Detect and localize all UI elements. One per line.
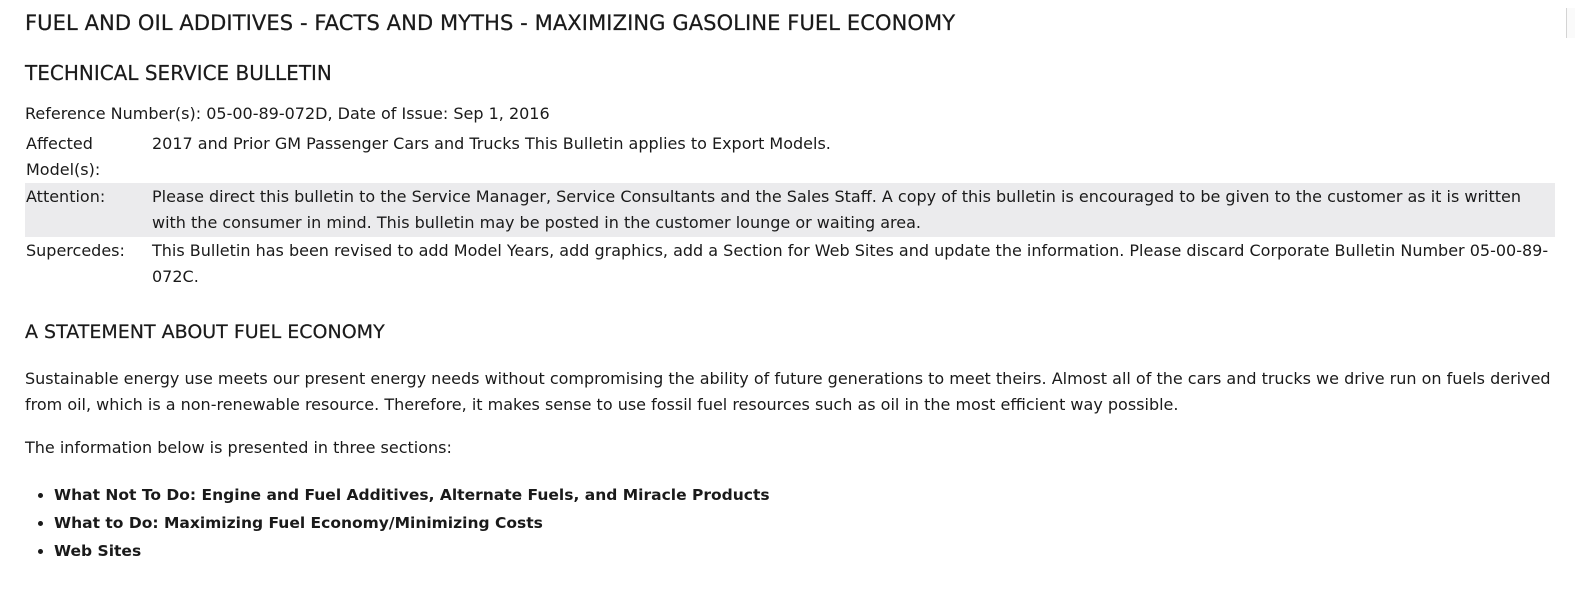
list-item: • What Not To Do: Engine and Fuel Additives, Alternate Fuels, and Miracle Products (54, 481, 770, 509)
meta-row-supercedes (25, 237, 1555, 290)
meta-row-affected-models (25, 130, 1555, 183)
bulletin-meta-table (25, 130, 1555, 290)
reference-line: Reference Number(s): 05-00-89-072D, Date of Issue: Sep 1, 2016 (25, 104, 550, 123)
statement-paragraph: Sustainable energy use meets our present energy needs without compromising the ability of future generations to meet theirs. Almost all of the cars and trucks we drive run on fuels derived from oil, which is a non-renewable resource. Therefore, it makes sense to use fossil fuel resources such as oil in the most efficient way possible. (25, 369, 1551, 414)
document-title: FUEL AND OIL ADDITIVES - FACTS AND MYTHS - MAXIMIZING GASOLINE FUEL ECONOMY (25, 11, 956, 35)
meta-row-attention (25, 183, 1555, 237)
sections-list (25, 481, 770, 565)
fuel-economy-statement-heading: A STATEMENT ABOUT FUEL ECONOMY (25, 321, 385, 343)
vertical-scrollbar[interactable] (1566, 0, 1576, 600)
meta-label: Affected Model(s): (26, 134, 101, 179)
meta-label: Attention: (25, 183, 151, 237)
bulletin-type-heading: TECHNICAL SERVICE BULLETIN (25, 61, 332, 85)
scrollbar-thumb[interactable] (1566, 8, 1575, 38)
meta-value: Please direct this bulletin to the Service Manager, Service Consultants and the Sales Staff. A copy of this bulletin is encouraged to be given to the customer as it is written with the consumer in mind. This bulletin may be posted in the customer lounge or waiting area. (151, 183, 1555, 237)
meta-label: Supercedes: (26, 241, 125, 260)
meta-value: 2017 and Prior GM Passenger Cars and Trucks This Bulletin applies to Export Models. (152, 134, 831, 153)
list-item: • What to Do: Maximizing Fuel Economy/Minimizing Costs (54, 509, 770, 537)
sections-lead-text: The information below is presented in three sections: (25, 438, 452, 457)
meta-value: This Bulletin has been revised to add Model Years, add graphics, add a Section for Web Sites and update the information. Please discard Corporate Bulletin Number 05-00-89-072C. (152, 241, 1549, 286)
list-item: • Web Sites (54, 537, 770, 565)
